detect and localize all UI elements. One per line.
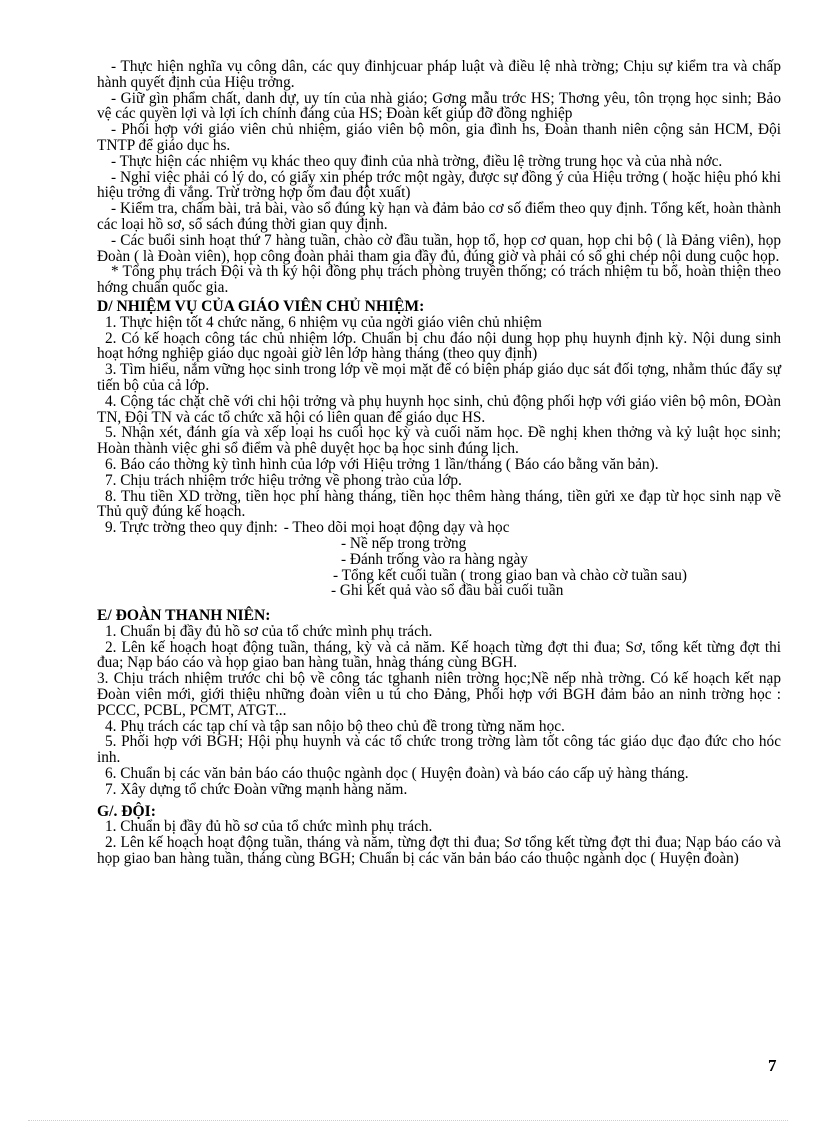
list-item: 2. Lên kế hoạch hoạt động tuần, tháng và năm, từng đợt thi đua; Sơ tổng kết từng đợt thi đua; Nạp báo cáo và họp giao ban hàng tuần, tháng cùng BGH; Chuẩn bị các văn bản báo cáo thuộc ngành dọc ( Huyện đoàn) (97, 834, 781, 868)
section-heading-youth-union: E/ ĐOÀN THANH NIÊN: (97, 607, 271, 625)
page-bottom-divider (28, 1120, 788, 1121)
duty-roster-item: - Nề nếp trong trờng (341, 534, 467, 552)
duty-roster-item: - Theo dõi mọi hoạt động dạy và học (283, 519, 510, 537)
paragraph-grading: - Kiểm tra, chấm bài, trả bài, vào sổ đúng kỳ hạn và đảm bảo cơ số điểm theo quy định. Tổng kết, hoàn thành các loại hồ sơ, sổ sách đúng thời gian quy định. (97, 200, 781, 233)
document-body (97, 59, 781, 867)
list-item: 6. Báo cáo thờng kỳ tình hình của lớp với Hiệu trởng 1 lần/tháng ( Báo cáo bằng văn bản). (105, 455, 659, 473)
duty-roster-first-row (97, 520, 781, 536)
paragraph-leave: - Nghỉ việc phải có lý do, có giấy xin phép trớc một ngày, được sự đồng ý của Hiệu trởng ( hoặc hiệu phó khi hiệu trởng đi vắng. Trừ trờng hợp ốm đau đột xuất) (97, 168, 781, 202)
duty-roster-item: - Ghi kết quả vào sổ đầu bài cuối tuần (331, 582, 564, 600)
list-item: 5. Phối hợp với BGH; Hội phụ huynh và các tổ chức trong trờng làm tốt công tác giáo dục đạo đức cho hóc inh. (97, 733, 781, 767)
list-item: 3. Chịu trách nhiệm trước chi bộ về công tác tghanh niên trờng học;Nề nếp nhà trờng. Có kế hoạch kết nạp Đoàn viên mới, giới thiệu những đoàn viên u tú cho Đảng, Phối hợp với BGH đảm bảo an ninh trờng học : PCCC, PCBL, PCMT, ATGT... (97, 670, 781, 719)
list-item: 2. Lên kế hoạch hoạt động tuần, tháng, kỳ và cả năm. Kế hoạch từng đợt thi đua; Sơ, tổng kết từng đợt thi đua; Nạp báo cáo và họp giao ban hàng tuần, hnàg tháng cùng BGH. (97, 638, 781, 672)
list-item: 3. Tìm hiểu, nắm vững học sinh trong lớp về mọi mặt để có biện pháp giáo dục sát đối tợng, nhằm thúc đẩy sự tiến bộ của cả lớp. (97, 361, 781, 394)
section-heading-homeroom-teacher: D/ NHIỆM VỤ CỦA GIÁO VIÊN CHỦ NHIỆM: (97, 297, 425, 315)
list-item: 7. Chịu trách nhiệm trớc hiệu trởng về phong trào của lớp. (105, 471, 462, 489)
paragraph-preserve-dignity: - Giữ gìn phẩm chất, danh dự, uy tín của nhà giáo; Gơng mẫu trớc HS; Thơng yêu, tôn trọng học sinh; Bảo vệ các quyền lợi và lợi ích chính đáng của HS; Đoàn kết giúp đỡ đồng nghiệp (97, 89, 781, 123)
list-item: 4. Phụ trách các tạp chí và tập san nôịo bộ theo chủ đề trong từng năm học. (105, 717, 565, 735)
list-item: 1. Chuẩn bị đầy đủ hồ sơ của tổ chức mình phụ trách. (105, 622, 433, 640)
paragraph-meetings: - Các buổi sinh hoạt thứ 7 hàng tuần, chào cờ đầu tuần, họp tổ, họp cơ quan, họp chi bộ ( là Đảng viên), họp Đoàn ( là Đoàn viên), họp công đoàn phải tham gia đầy đủ, đúng giờ và phải có sổ ghi chép nội dung cuộc họp. (97, 231, 781, 265)
duty-roster-list (97, 520, 781, 599)
list-item: 7. Xây dựng tổ chức Đoàn vững mạnh hàng năm. (105, 780, 408, 798)
page-number: 7 (768, 1056, 777, 1075)
duty-roster-item: - Đánh trống vào ra hàng ngày (341, 550, 528, 568)
duty-roster-item: - Tổng kết cuối tuần ( trong giao ban và chào cờ tuần sau) (333, 566, 688, 584)
list-item: 4. Cộng tác chặt chẽ với chi hội trởng và phụ huynh học sinh, chủ động phối hợp với giáo viên bộ môn, ĐOàn TN, Đội TN và các tổ chức xã hội có liên quan để giáo dục HS. (97, 392, 781, 426)
list-item: 1. Thực hiện tốt 4 chức năng, 6 nhiệm vụ của ngời giáo viên chủ nhiệm (105, 313, 542, 331)
list-item: 5. Nhận xét, đánh gía và xếp loại hs cuối học kỳ và cuối năm học. Đề nghị khen thởng và kỷ luật học sinh; Hoàn thành việc ghi sổ điểm và phê duyệt học bạ học sinh đúng lịch. (97, 424, 781, 458)
list-item: 1. Chuẩn bị đầy đủ hồ sơ của tổ chức mình phụ trách. (105, 818, 433, 836)
paragraph-coordinate: - Phối hợp với giáo viên chủ nhiệm, giáo viên bộ môn, gia đình hs, Đoàn thanh niên cộng sản HCM, Đội TNTP để giáo dục hs. (97, 121, 781, 154)
paragraph-other-tasks: - Thực hiện các nhiệm vụ khác theo quy đinh của nhà trờng, điều lệ trờng trung học và của nhà nớc. (111, 152, 723, 170)
paragraph-team-leader: * Tổng phụ trách Đội và th ký hội đồng phụ trách phòng truyền thống; có trách nhiệm tu bổ, hoàn thiện theo hớng chuẩn quốc gia. (97, 263, 781, 297)
duty-roster-label: 9. Trực trờng theo quy định: (105, 519, 278, 537)
list-item: 6. Chuẩn bị các văn bản báo cáo thuộc ngành dọc ( Huyện đoàn) và báo cáo cấp uỷ hàng tháng. (105, 765, 689, 783)
list-item: 8. Thu tiền XD trờng, tiền học phí hàng tháng, tiền học thêm hàng tháng, tiền gửi xe đạp từ học sinh nạp về Thủ quỹ đúng kế hoạch. (97, 487, 781, 521)
list-item: 2. Có kế hoạch công tác chủ nhiệm lớp. Chuẩn bị chu đáo nội dung họp phụ huynh định kỳ. Nội dung sinh hoạt hớng nghiệp giáo dục ngoài giờ lên lớp hàng tháng (theo quy định) (97, 329, 781, 363)
section-heading-pioneer-team: G/. ĐỘI: (97, 802, 156, 820)
paragraph-duty-citizen: - Thực hiện nghĩa vụ công dân, các quy đinhjcuar pháp luật và điều lệ nhà trờng; Chịu sự kiểm tra và chấp hành quyết định của Hiệu trởng. (97, 58, 781, 91)
